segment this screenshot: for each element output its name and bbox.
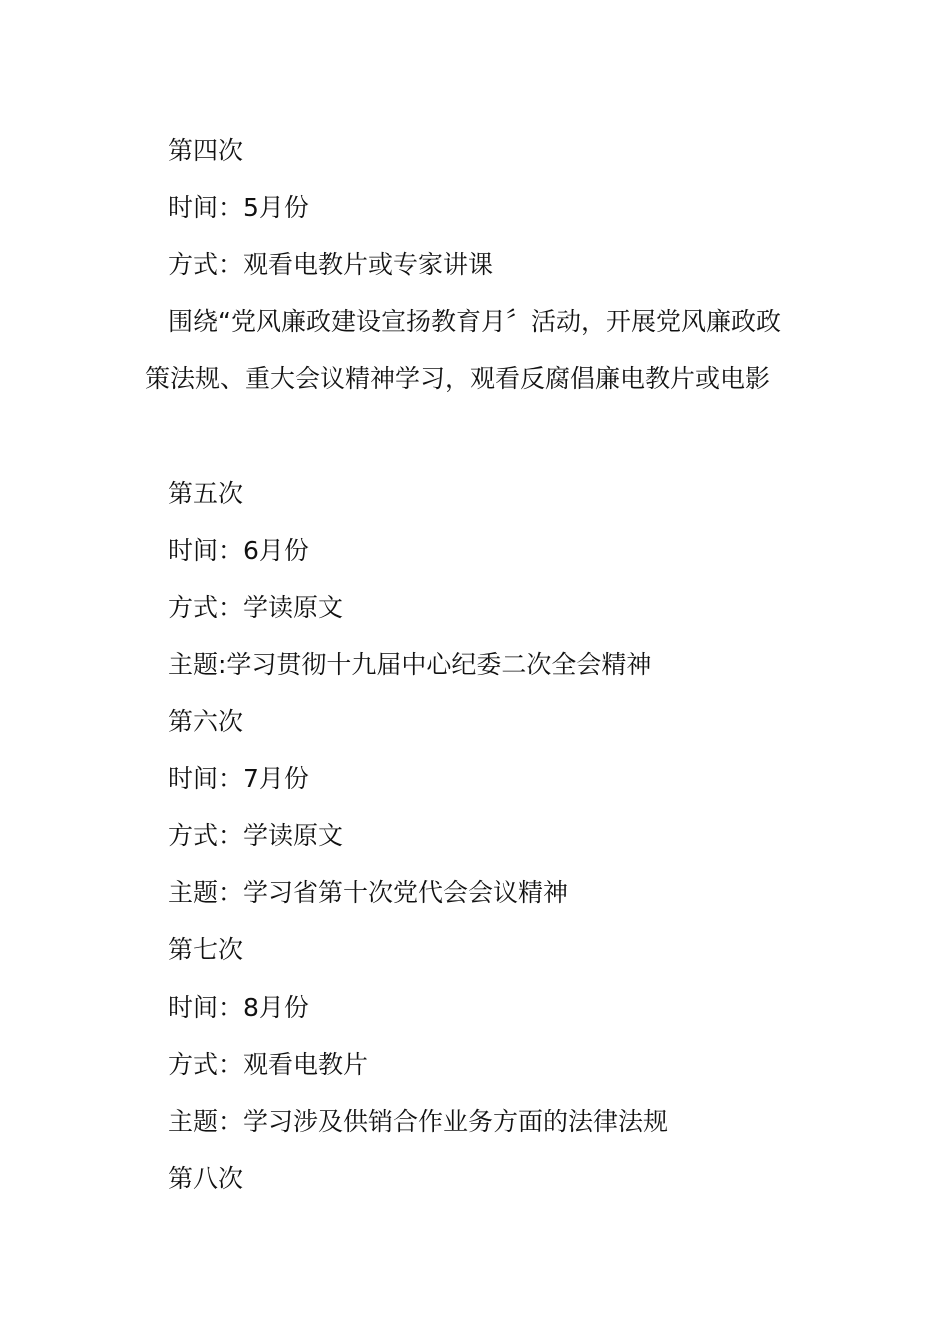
session-method: 方式：学读原文	[168, 593, 344, 622]
session-time: 时间：7月份	[168, 764, 309, 793]
session-heading: 第四次	[168, 136, 244, 165]
session-description-continued: 策法规、重大会议精神学习，观看反腐倡廉电教片或电影	[145, 364, 771, 393]
session-method: 方式：观看电教片	[168, 1050, 369, 1079]
session-time: 时间：8月份	[168, 993, 309, 1022]
session-time: 时间：6月份	[168, 536, 309, 565]
session-heading: 第七次	[168, 935, 244, 964]
session-heading: 第八次	[168, 1164, 244, 1193]
session-heading: 第五次	[168, 479, 244, 508]
session-heading: 第六次	[168, 707, 244, 736]
session-time: 时间：5月份	[168, 193, 309, 222]
session-method: 方式：观看电教片或专家讲课	[168, 250, 494, 279]
session-description: 围绕“党风廉政建设宣扬教育月〞活动，开展党风廉政政	[168, 307, 781, 336]
session-topic: 主题：学习省第十次党代会会议精神	[168, 878, 569, 907]
session-method: 方式：学读原文	[168, 821, 344, 850]
session-topic: 主题:学习贯彻十九届中心纪委二次全会精神	[168, 650, 652, 679]
session-topic: 主题：学习涉及供销合作业务方面的法律法规	[168, 1107, 669, 1136]
